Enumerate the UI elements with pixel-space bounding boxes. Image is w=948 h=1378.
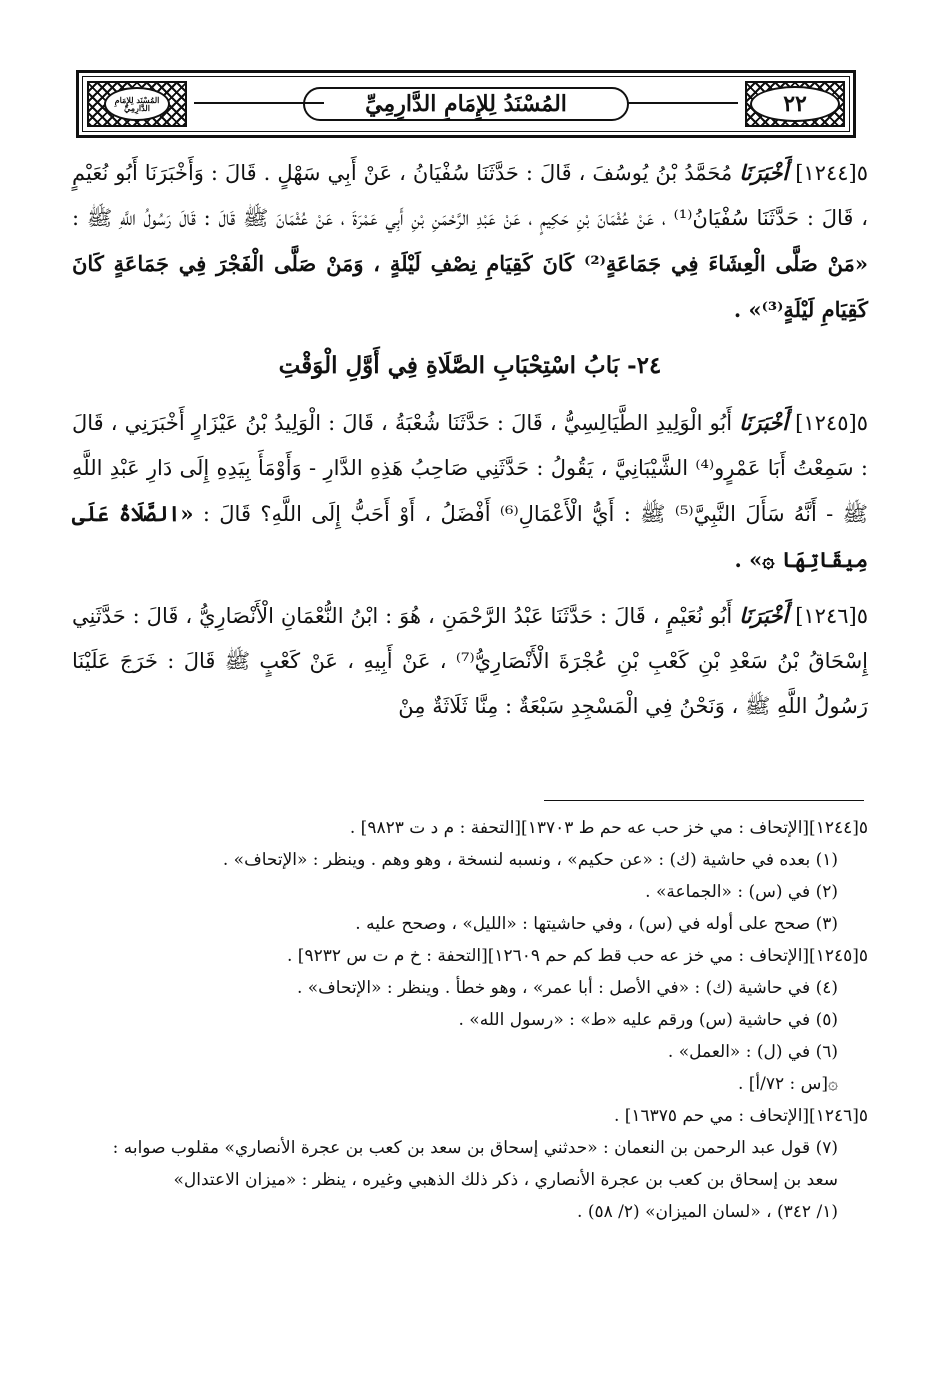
hadith-number: [١٢٤٤] [795,161,857,185]
footnote-line: (٢) في (س) : «الجماعة» . [645,882,838,902]
header-rule-right [608,102,738,104]
hadith-isnad: مُحَمَّدُ بْنُ يُوسُفَ ، قَالَ : حَدَّثَنَا سُفْيَانُ ، عَنْ أَبِي سَهْلٍ . قَالَ : وَأَخْبَرَنَا أَبُو نُعَيْمٍ ، قَالَ : حَدَّثَنَا سُفْيَانُ⁽¹⁾ ، عَنْ عُثْمَانَ بْنِ حَكِيمٍ ، عَنْ عَبْدِ الرَّحْمَنِ بْنِ أَبِي عَمْرَةَ ، عَنْ عُثْمَانَ ﷺ قَالَ : قَالَ رَسُولُ اللَّهِ ﷺ : [72,161,868,230]
hadith-matn: «الصَّلَاةُ عَلَى مِيقَاتِهَا ۞» . [72,501,868,572]
hadith-marker: ٥ [856,411,868,435]
footnote-line: (٧) قول عبد الرحمن بن النعمان : «حدثني إسحاق بن سعد بن كعب بن عجرة الأنصاري» مقلوب صوابه : [112,1138,838,1158]
hadith-marker: ٥ [856,161,868,185]
hadith-1246 [72,593,868,729]
footnote-line: (١) بعده في حاشية (ك) : «عن حكيم» ، ونسبه لنسخة ، وهو وهم . وينظر : «الإتحاف» . [222,850,838,870]
footnote-line: (٣) صحح على أوله في (س) ، وفي حاشيتها : «الليل» ، وصحح عليه . [355,914,838,934]
footnote-separator [544,800,864,801]
chapter-heading: ٢٤- بَابُ اسْتِحْبَابِ الصَّلَاةِ فِي أَوَّلِ الْوَقْتِ [278,352,662,379]
footnote-line: (٤) في حاشية (ك) : «في الأصل : أبا عمر» ، وهو خطأ . وينظر : «الإتحاف» . [296,978,838,998]
footnote-line: سعد بن إسحاق بن كعب بن عجرة الأنصاري ، ذكر ذلك الذهبي وغيره ، ينظر : «ميزان الاعتدال» [173,1170,838,1190]
hadith-number: [١٢٤٦] [795,604,857,628]
footnote-line: ٥[١٢٤٦][الإتحاف : مي حم ١٦٣٧٥] . [613,1106,868,1126]
page-number-frame [745,81,845,127]
hadith-matn: «مَنْ صَلَّى الْعِشَاءَ فِي جَمَاعَةٍ⁽²⁾ كَانَ كَقِيَامِ نِصْفِ لَيْلَةٍ ، وَمَنْ صَلَّى الْفَجْرَ فِي جَمَاعَةٍ كَانَ كَقِيَامِ لَيْلَةٍ⁽³⁾» . [72,251,869,322]
hadith-lead-word: أَخْبَرَنَا [739,160,789,185]
footnote-line: ٥[١٢٤٥][الإتحاف : مي خز عه حب قط كم حم ١٢٦٠٩][التحفة : خ م ت س ٩٢٣٢] . [286,946,868,966]
main-text [72,150,868,739]
hadith-lead-word: أَخْبَرَنَا [739,410,789,435]
header-rule-left [194,102,324,104]
running-title: المُسْنَدُ لِلإِمَامِ الدَّارِمِيِّ [303,87,629,121]
footnote-line: (١/ ٣٤٢) ، «لسان الميزان» (٢/ ٥٨) . [577,1202,838,1222]
page-header [76,70,856,138]
footnote-line: (٥) في حاشية (س) ورقم عليه «ط» : «رسول الله» . [458,1010,838,1030]
emblem-frame [87,81,187,127]
hadith-number: [١٢٤٥] [795,411,857,435]
footnote-line: (٦) في (ل) : «العمل» . [667,1042,838,1062]
page-number: ٢٢ [750,86,840,122]
book-emblem: المُسْنَد لِلإِمَامِ الدَّارِمِيِّ [104,87,170,121]
hadith-lead-word: أَخْبَرَنَا [739,603,789,628]
footnote-line: ٥[١٢٤٤][الإتحاف : مي خز حب عه حم ط ١٣٧٠٣][التحفة : م د ت ٩٨٢٣] . [349,818,868,838]
hadith-isnad: أَبُو الْوَلِيدِ الطَّيَالِسِيُّ ، قَالَ : حَدَّثَنَا شُعْبَةُ ، قَالَ : الْوَلِيدُ بْنُ عَيْزَارٍ أَخْبَرَنِي ، قَالَ : سَمِعْتُ أَبَا عَمْرٍو⁽⁴⁾ الشَّيْبَانِيَّ ، يَقُولُ : حَدَّثَنِي صَاحِبُ هَذِهِ الدَّارِ - وَأَوْمَأَ بِيَدِهِ إِلَى دَارِ عَبْدِ اللَّهِ ﷺ - أَنَّهُ سَأَلَ النَّبِيَّ⁽⁵⁾ ﷺ : أَيُّ الْأَعْمَالِ⁽⁶⁾ أَفْضَلُ ، أَوْ أَحَبُّ إِلَى اللَّهِ؟ قَالَ : [72,411,868,526]
header-title-frame [199,81,733,127]
hadith-1244 [72,150,868,333]
hadith-marker: ٥ [856,604,868,628]
hadith-isnad: أَبُو نُعَيْمٍ ، قَالَ : حَدَّثَنَا عَبْدُ الرَّحْمَنِ ، هُوَ : ابْنُ النُّعْمَانِ الْأَنْصَارِيُّ ، قَالَ : حَدَّثَنِي إِسْحَاقُ بْنُ سَعْدِ بْنِ كَعْبِ بْنِ عُجْرَةَ الْأَنْصَارِيُّ⁽⁷⁾ ، عَنْ أَبِيهِ ، عَنْ كَعْبٍ ﷺ قَالَ : خَرَجَ عَلَيْنَا رَسُولُ اللَّهِ ﷺ ، وَنَحْنُ فِي الْمَسْجِدِ سَبْعَةٌ : مِنَّا ثَلَاثَةٌ مِنْ [72,604,869,718]
hadith-1245 [72,400,868,583]
footnotes [72,812,868,1228]
footnote-line: ۞[س : ٧٢/أ] . [737,1074,838,1094]
